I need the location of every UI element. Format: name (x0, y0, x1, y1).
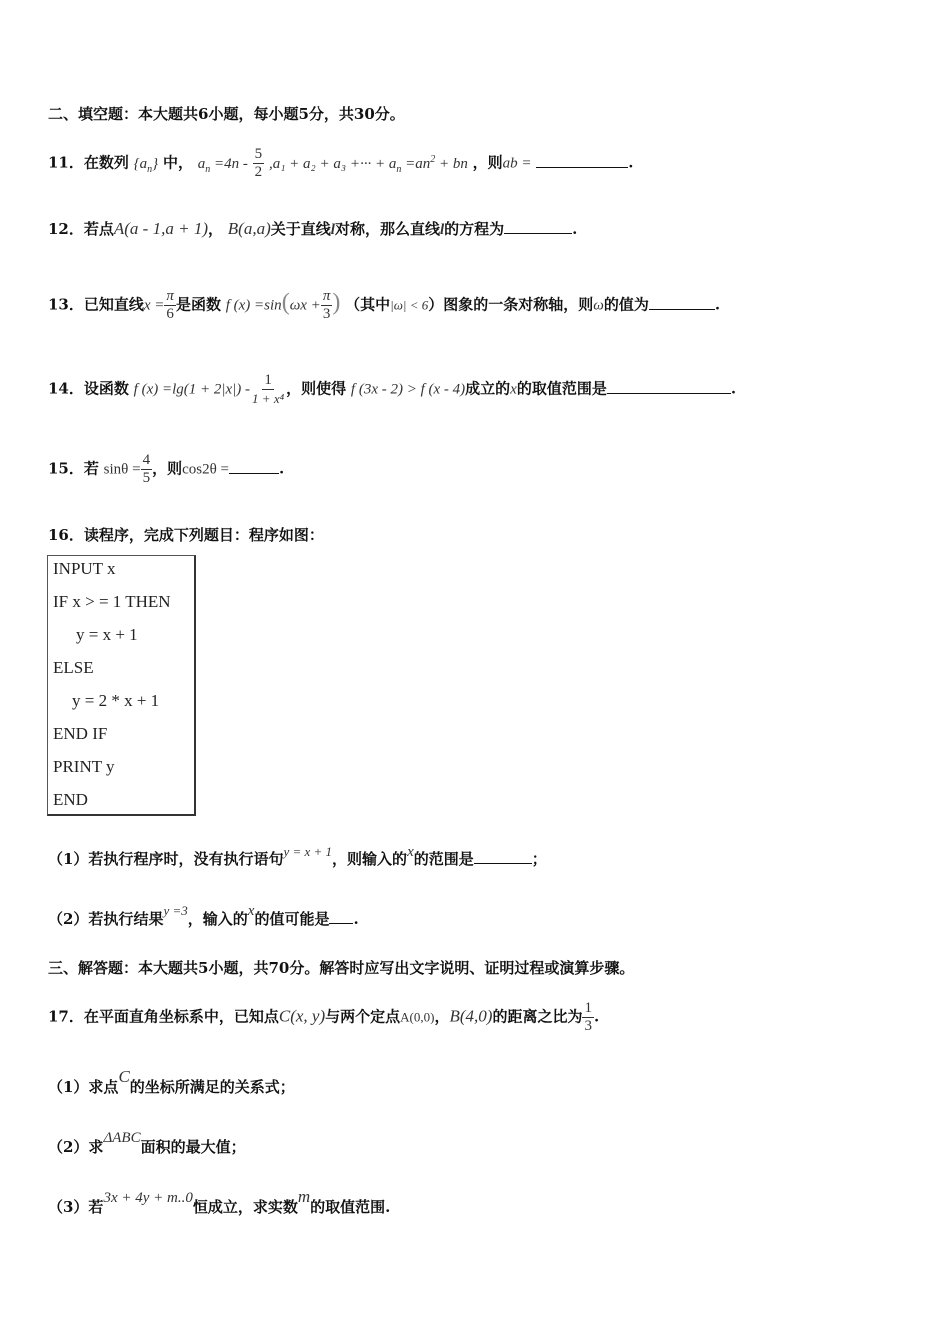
q13-fraction-2: $\frac{\pi}{3}$ (322, 288, 331, 322)
q15-text-2: ，则 (152, 459, 183, 478)
q17-p3-text-1: （3）若 (48, 1198, 104, 1216)
question-14 (48, 372, 736, 407)
q16-p1-x: x (407, 844, 414, 860)
q13-text-2: 是函数 (175, 295, 221, 314)
q13-fraction-1: $\frac{\pi}{6}$ (166, 288, 174, 322)
q12-point-b: B(a,a) (227, 219, 271, 238)
q11-formula-2: ,a₁ + a₂ + a₃ +··· + $a_n =an^2$ + bn (268, 153, 468, 175)
q17-p3-inequality: 3x + 4y + m..0 (103, 1190, 193, 1206)
q17-p3-text-2: 恒成立，求实数 (192, 1198, 298, 1216)
q13-answer-blank[interactable] (649, 295, 715, 310)
q15-fraction: $\frac{4}{5}$ (142, 452, 151, 486)
q12-end: . (572, 220, 578, 238)
q12-comma: ， (207, 220, 223, 238)
q16-p2-answer-blank[interactable] (329, 909, 353, 924)
q14-formula-x: x (510, 381, 517, 398)
q11-text-1: 在数列 (83, 153, 129, 172)
question-15 (48, 452, 284, 487)
q12-line-l: l (330, 222, 335, 238)
q16-p2-end: . (353, 910, 359, 928)
q16-part-2 (48, 903, 359, 929)
q13-end: . (714, 295, 721, 314)
q11-text-2: 中， (162, 153, 193, 172)
q11-answer-blank[interactable] (536, 153, 628, 168)
q16-p2-text-3: 的值可能是 (254, 910, 330, 928)
q17-p2-text-2: 面积的最大值； (140, 1138, 246, 1156)
q17-number: 17． (48, 1007, 84, 1026)
q17-part-2 (48, 1130, 246, 1157)
q12-number: 12． (48, 220, 84, 238)
q17-p3-m: m (297, 1187, 311, 1206)
q14-text-4: 的取值范围是 (516, 379, 607, 398)
q13-number: 13． (48, 295, 84, 314)
q16-p1-text-3: 的范围是 (413, 850, 474, 868)
q12-text-4: 对称，那么直线 (334, 220, 440, 238)
q16-p1-answer-blank[interactable] (474, 849, 532, 864)
q15-end: . (278, 459, 285, 478)
code-line-print: PRINT y (53, 757, 115, 776)
question-11 (48, 146, 634, 181)
q11-formula-3: ab = (502, 155, 532, 172)
code-line-else: ELSE (53, 658, 94, 677)
q14-answer-blank[interactable] (607, 379, 731, 394)
q17-part-3 (48, 1187, 391, 1217)
q15-number: 15． (48, 459, 84, 478)
q12-text-1: 若点 (83, 220, 114, 238)
q11-fraction: $\frac{5}{2}$ (254, 146, 263, 180)
q13-text-5: 的值为 (603, 295, 649, 314)
question-12 (48, 218, 577, 239)
q16-part-1 (48, 844, 547, 869)
q14-formula-f: f (x) =lg(1 + 2|x|) - (133, 381, 251, 398)
q15-answer-blank[interactable] (229, 459, 279, 474)
question-17 (48, 1000, 599, 1035)
q17-p1-text-1: （1）求点 (48, 1078, 119, 1096)
q17-p2-text-1: （2）求 (48, 1138, 104, 1156)
code-line-input: INPUT x (53, 559, 116, 578)
code-line-end-if: END IF (53, 724, 108, 743)
q11-end: . (628, 153, 634, 172)
q17-p3-text-3: 的取值范围. (310, 1198, 391, 1216)
q16-p2-text-1: （2）若执行结果 (48, 910, 164, 928)
q14-text-1: 设函数 (83, 379, 129, 398)
program-code-box (47, 555, 196, 816)
q13-formula-omega-range: |ω| < 6 (390, 297, 429, 313)
q16-p2-x: x (247, 903, 255, 919)
q13-formula-x: x = (143, 297, 165, 314)
q14-text-3: 成立的 (465, 379, 511, 398)
question-16: 16．读程序，完成下列题目：程序如图： (48, 526, 324, 544)
q16-p2-formula: y =3 (163, 903, 188, 918)
code-line-end: END (53, 790, 88, 809)
q17-point-c: C(x, y) (278, 1006, 326, 1026)
q17-text-2: 与两个定点 (325, 1007, 401, 1026)
q14-end: . (730, 379, 737, 398)
q17-comma: ， (434, 1007, 450, 1026)
q11-formula-1: $a_n =4n$ - (197, 155, 248, 175)
q16-p1-formula: y = x + 1 (283, 844, 333, 859)
q14-inequality: f (3x - 2) > f (x - 4) (350, 381, 466, 398)
q16-p1-text-1: （1）若执行程序时，没有执行语句 (48, 850, 284, 868)
q11-number: 11． (48, 153, 84, 172)
section-3-header: 三、解答题：本大题共5小题，共70分。解答时应写出文字说明、证明过程或演算步骤。 (48, 959, 635, 977)
q15-text-1: 若 (83, 459, 99, 478)
q16-p1-end: ； (531, 850, 547, 868)
q16-p1-text-2: ，则输入的 (332, 850, 408, 868)
q14-fraction: $\frac{1}{\text{1 + x⁴}}$ (252, 372, 285, 406)
q17-end: . (593, 1007, 600, 1026)
code-line-if: IF x > = 1 THEN (53, 592, 171, 611)
q13-text-3: （其中 (345, 295, 391, 314)
q17-p1-point-c: C (118, 1067, 130, 1086)
q17-part-1 (48, 1067, 295, 1097)
q12-answer-blank[interactable] (504, 219, 572, 234)
q12-text-3: 关于直线 (270, 220, 331, 238)
q13-formula-omega: ω (593, 297, 604, 314)
q17-point-a: A(0,0) (400, 1009, 435, 1025)
q14-text-2: ，则使得 (286, 379, 347, 398)
code-line-y-double: y = 2 * x + 1 (72, 691, 160, 710)
q12-point-a: A(a - 1,a + 1) (113, 219, 208, 238)
q15-formula-sin: sinθ = (103, 461, 141, 478)
code-line-y-plus-one: y = x + 1 (76, 625, 138, 644)
q11-text-3: ，则 (472, 153, 503, 172)
q13-formula-f: f (x) =sin (225, 297, 282, 314)
q16-p2-text-2: ，输入的 (187, 910, 248, 928)
q13-text-4: ）图象的一条对称轴，则 (428, 295, 594, 314)
q12-text-5: 的方程为 (444, 220, 505, 238)
section-2-header: 二、填空题：本大题共6小题，每小题5分，共30分。 (48, 105, 405, 123)
q17-text-4: 的距离之比为 (492, 1007, 583, 1026)
q17-point-b: B(4,0) (449, 1006, 493, 1026)
q17-p2-triangle: ΔABC (103, 1130, 141, 1146)
q13-text-1: 已知直线 (83, 295, 144, 314)
question-13: 13．已知直线x = $\frac{\pi}{6}$ 是函数 f (x) =sin(ωx + $\frac{\pi}{3}$ ) （其中|ω| < 6）图象的一条对称轴，则ω的值为 . (48, 288, 721, 322)
q12-line-l-2: l (439, 222, 445, 238)
q17-p1-text-2: 的坐标所满足的关系式； (129, 1078, 295, 1096)
q17-fraction: $\frac{1}{3}$ (584, 1000, 592, 1034)
q14-number: 14． (48, 379, 84, 398)
q15-formula-cos: cos2θ = (182, 461, 229, 478)
q17-text-1: 在平面直角坐标系中，已知点 (83, 1007, 279, 1026)
q13-formula-arg: ωx + (289, 297, 321, 314)
q11-sequence: $\{a_n\}$ (133, 155, 159, 175)
